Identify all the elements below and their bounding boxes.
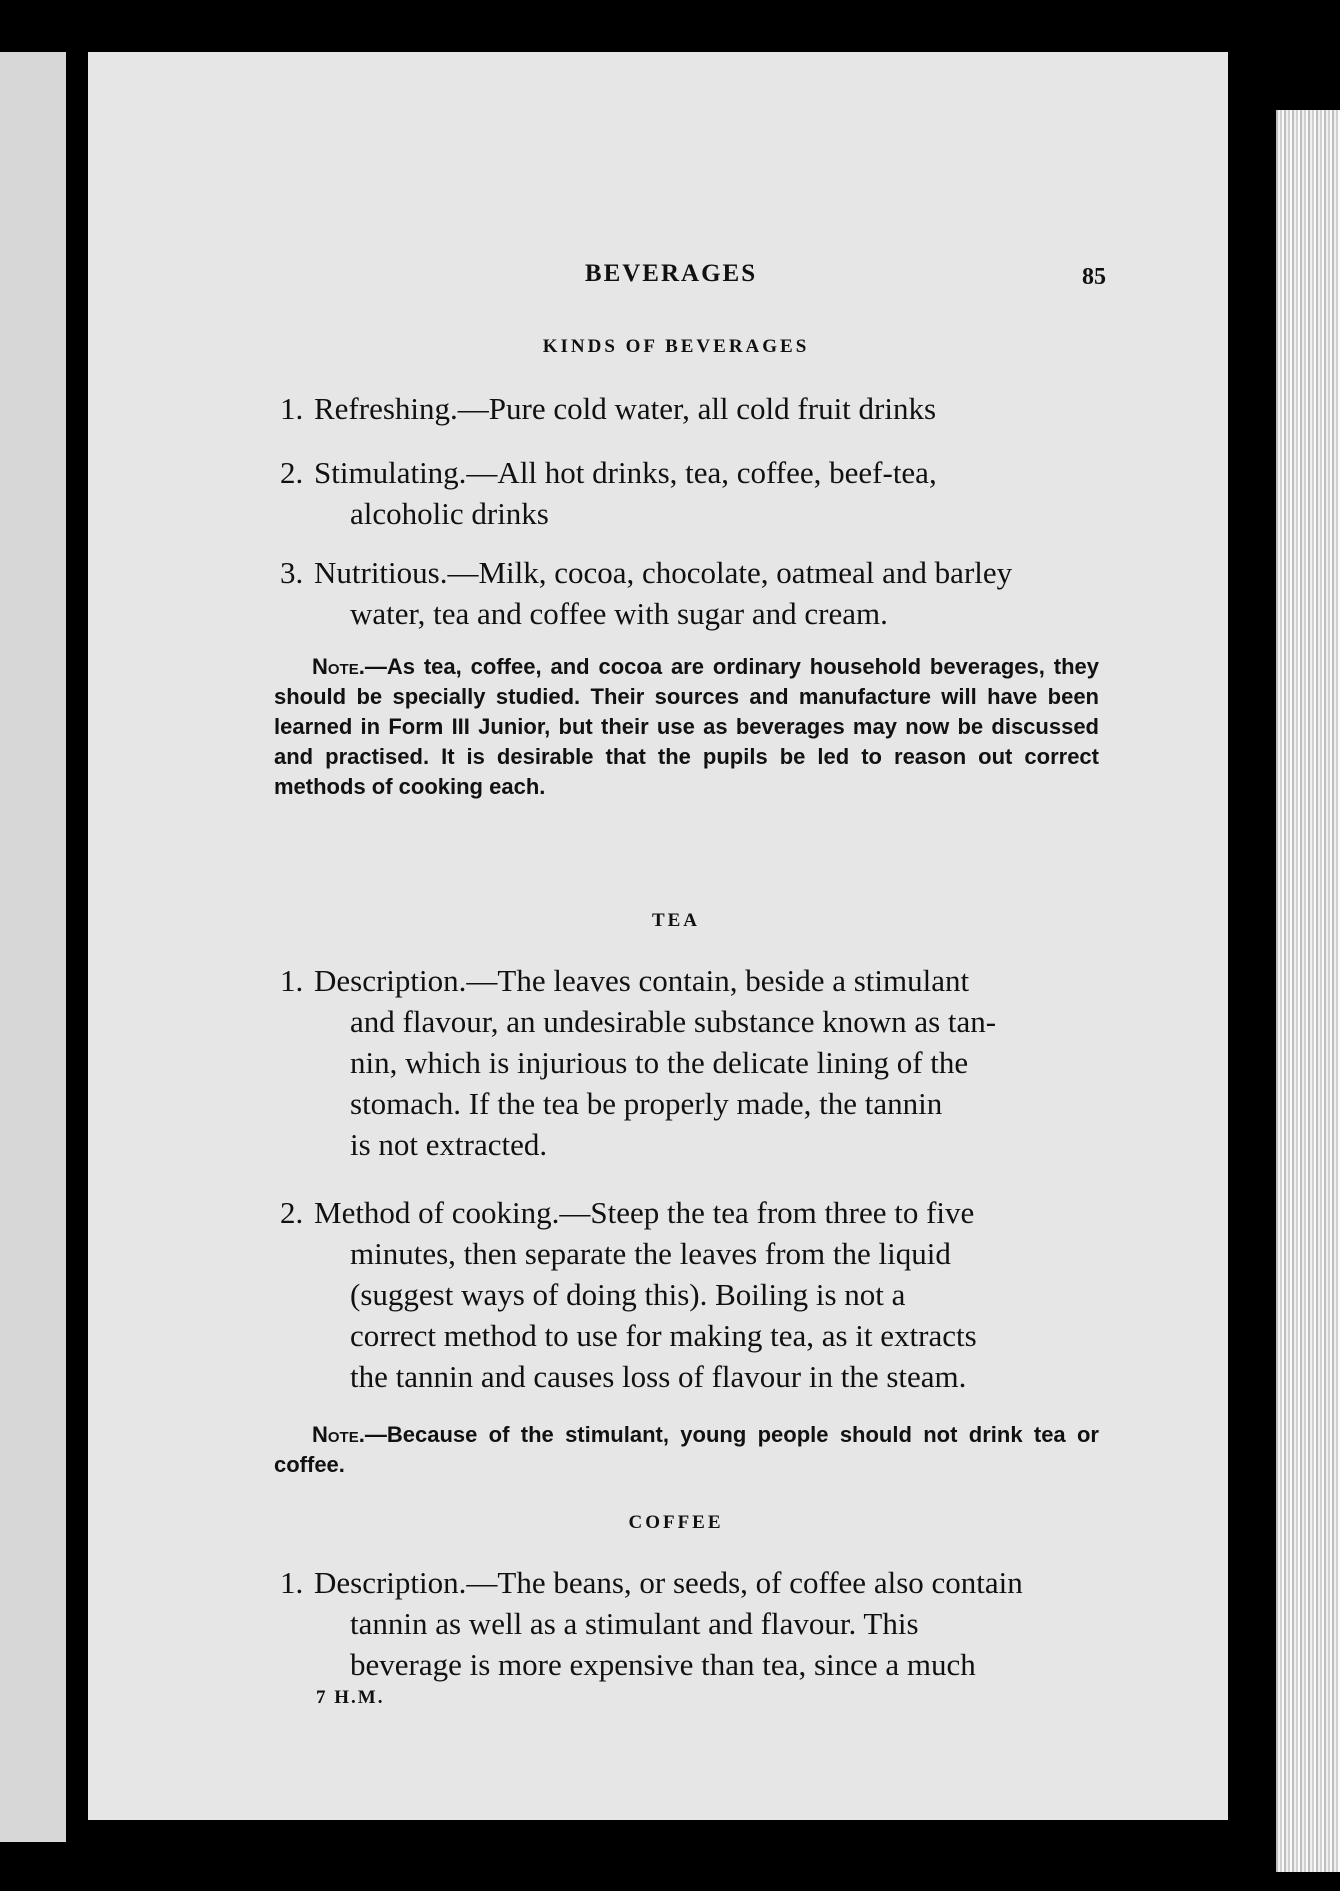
item-line: Description.—The leaves contain, beside a stimulant <box>314 963 970 998</box>
item-number: 2. <box>280 455 304 490</box>
signature-mark: 7 H.M. <box>316 1687 385 1708</box>
list-item <box>280 552 1095 634</box>
note-paragraph <box>274 652 1099 802</box>
note-text: —As tea, coffee, and cocoa are ordinary household beverages, they should be specially studied. Their sources and manufacture will have been learned in Form III Junior, but their use as beverages may now be discussed and practised. It is desirable that the pupils be led to reason out correct methods of cooking each. <box>274 654 1099 799</box>
running-title: BEVERAGES <box>584 260 758 287</box>
item-line: Description.—The beans, or seeds, of coffee also contain <box>314 1565 1023 1600</box>
list-item <box>280 1192 1095 1397</box>
item-line: the tannin and causes loss of flavour in the steam. <box>350 1359 967 1394</box>
running-head <box>266 260 1106 300</box>
list-item <box>280 1562 1095 1685</box>
item-number: 1. <box>280 391 304 426</box>
list-item <box>280 960 1095 1165</box>
page-edges <box>1276 110 1340 1872</box>
note-label: Note. <box>312 654 365 679</box>
item-line: tannin as well as a stimulant and flavour. This <box>350 1606 919 1641</box>
page-content <box>266 52 1106 1812</box>
item-line: Refreshing.—Pure cold water, all cold fruit drinks <box>314 391 937 426</box>
section-heading-kinds: KINDS OF BEVERAGES <box>542 336 810 357</box>
item-number: 1. <box>280 963 304 998</box>
item-number: 2. <box>280 1195 304 1230</box>
item-line: Nutritious.—Milk, cocoa, chocolate, oatmeal and barley <box>314 555 1013 590</box>
item-line: minutes, then separate the leaves from the liquid <box>350 1236 951 1271</box>
item-line: is not extracted. <box>350 1127 548 1162</box>
item-line: nin, which is injurious to the delicate lining of the <box>350 1045 969 1080</box>
page-number: 85 <box>1082 264 1106 290</box>
item-line: stomach. If the tea be properly made, the tannin <box>350 1086 943 1121</box>
note-text: —Because of the stimulant, young people should not drink tea or coffee. <box>274 1422 1099 1477</box>
section-heading-coffee: COFFEE <box>628 1512 724 1533</box>
facing-page-edge <box>0 52 66 1842</box>
item-number: 1. <box>280 1565 304 1600</box>
item-line: water, tea and coffee with sugar and cream. <box>350 596 888 631</box>
item-line: beverage is more expensive than tea, since a much <box>350 1647 976 1682</box>
item-number: 3. <box>280 555 304 590</box>
section-heading-tea: TEA <box>651 910 701 931</box>
list-item <box>280 388 1095 429</box>
list-item <box>280 452 1095 534</box>
item-line: alcoholic drinks <box>350 496 549 531</box>
item-line: and flavour, an undesirable substance known as tan- <box>350 1004 997 1039</box>
item-line: (suggest ways of doing this). Boiling is not a <box>350 1277 906 1312</box>
item-line: Stimulating.—All hot drinks, tea, coffee, beef-tea, <box>314 455 937 490</box>
book-page <box>88 52 1228 1820</box>
item-line: Method of cooking.—Steep the tea from three to five <box>314 1195 975 1230</box>
note-paragraph <box>274 1420 1099 1480</box>
item-line: correct method to use for making tea, as it extracts <box>350 1318 977 1353</box>
note-label: Note. <box>312 1422 365 1447</box>
